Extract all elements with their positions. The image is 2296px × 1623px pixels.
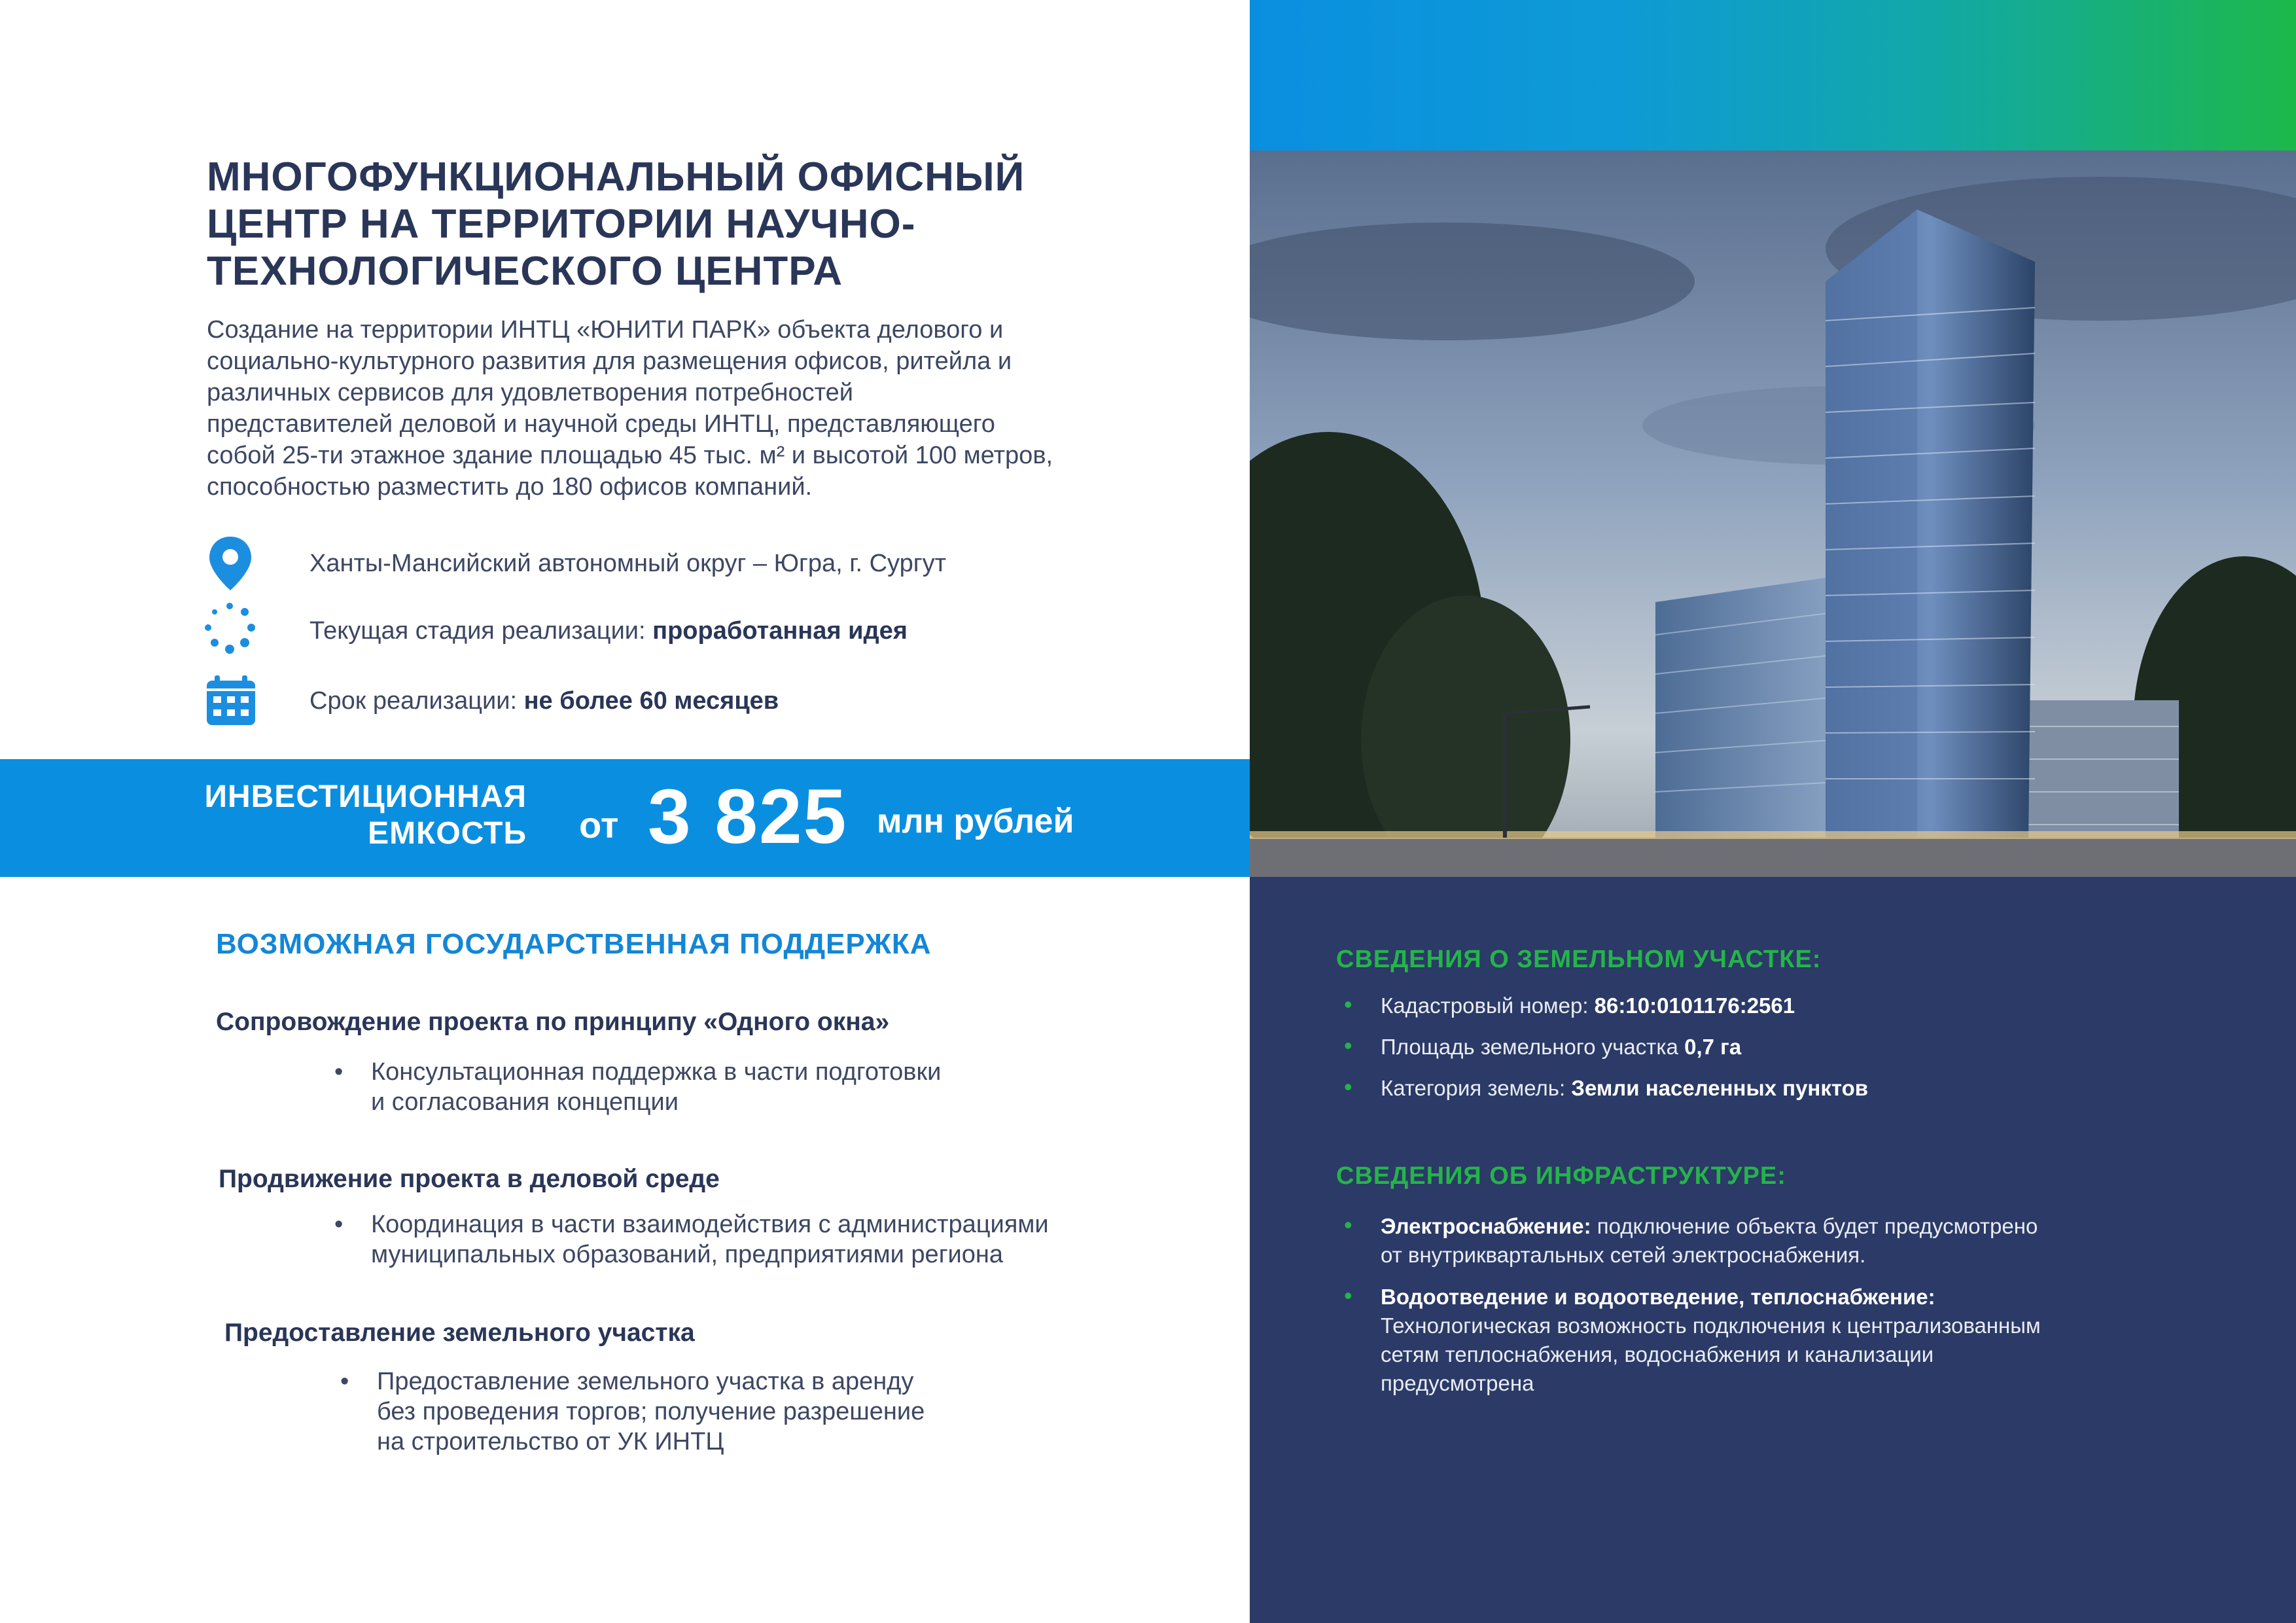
title-line-2: ЦЕНТР НА ТЕРРИТОРИИ НАУЧНО- — [207, 202, 916, 247]
land-item-label: Кадастровый номер: — [1381, 993, 1595, 1018]
land-item-label: Площадь земельного участка — [1381, 1035, 1685, 1059]
description-line: способностью разместить до 180 офисов компаний. — [207, 473, 813, 501]
location-pin-icon — [207, 535, 254, 592]
infrastructure-item-text: предусмотрена — [1381, 1371, 1534, 1395]
calendar-icon — [205, 674, 256, 726]
land-item — [1344, 1032, 2231, 1061]
investment-label-line-1: ИНВЕСТИЦИОННАЯ — [204, 779, 527, 814]
support-bullet-line: Предоставление земельного участка в аренду — [377, 1368, 914, 1395]
stage-text — [309, 617, 908, 645]
support-bullet — [334, 1057, 1156, 1117]
investment-amount: 3 825 — [648, 774, 848, 860]
support-bullet-line: муниципальных образований, предприятиями региона — [371, 1241, 1004, 1268]
infrastructure-heading: СВЕДЕНИЯ ОБ ИНФРАСТРУКТУРЕ: — [1336, 1162, 1786, 1190]
project-description — [207, 314, 1149, 503]
support-heading: ВОЗМОЖНАЯ ГОСУДАРСТВЕННАЯ ПОДДЕРЖКА — [216, 928, 932, 960]
land-item-value: Земли населенных пунктов — [1571, 1076, 1869, 1100]
location-text: Ханты-Мансийский автономный округ – Югра, г. Сургут — [309, 550, 947, 577]
page-title — [207, 154, 1149, 295]
bullet-dot: • — [1344, 1282, 1352, 1309]
title-line-1: МНОГОФУНКЦИОНАЛЬНЫЙ ОФИСНЫЙ — [207, 154, 1025, 200]
description-line: социально-культурного развития для размещения офисов, ритейла и — [207, 348, 1012, 375]
term-label: Срок реализации: — [309, 687, 524, 715]
description-line: Создание на территории ИНТЦ «ЮНИТИ ПАРК» объекта делового и — [207, 316, 1004, 344]
land-item-label: Категория земель: — [1381, 1076, 1572, 1100]
bullet-dot: • — [334, 1058, 344, 1086]
support-bullet-line: и согласования концепции — [371, 1088, 679, 1116]
loading-dots-icon — [203, 601, 256, 654]
infrastructure-item — [1344, 1211, 2264, 1270]
description-line: различных сервисов для удовлетворения потребностей — [207, 379, 854, 406]
infrastructure-item-text: сетям теплоснабжения, водоснабжения и канализации — [1381, 1342, 1934, 1366]
building-photo — [1250, 151, 2296, 877]
support-bullet-line: Координация в части взаимодействия с администрациями — [371, 1211, 1049, 1238]
stage-value: проработанная идея — [652, 617, 908, 645]
support-bullet-line: без проведения торгов; получение разрешение — [377, 1398, 925, 1425]
description-line: собой 25-ти этажное здание площадью 45 тыс. м² и высотой 100 метров, — [207, 442, 1053, 469]
land-heading: СВЕДЕНИЯ О ЗЕМЕЛЬНОМ УЧАСТКЕ: — [1336, 946, 1822, 973]
bullet-dot: • — [334, 1211, 344, 1238]
infrastructure-item-title: Электроснабжение: — [1381, 1214, 1591, 1238]
support-bullet — [334, 1209, 1222, 1270]
support-block-title: Продвижение проекта в деловой среде — [219, 1165, 720, 1193]
stage-label: Текущая стадия реализации: — [309, 617, 653, 645]
description-line: представителей деловой и научной среды ИНТЦ, представляющего — [207, 410, 995, 438]
support-bullet-line: Консультационная поддержка в части подготовки — [371, 1058, 942, 1086]
infrastructure-item — [1344, 1282, 2264, 1398]
bullet-dot: • — [1344, 991, 1352, 1018]
support-block-title: Сопровождение проекта по принципу «Одного окна» — [216, 1008, 890, 1036]
bullet-dot: • — [340, 1368, 349, 1395]
land-item-value: 0,7 га — [1684, 1035, 1742, 1059]
bullet-dot: • — [1344, 1032, 1352, 1059]
investment-prefix: от — [579, 804, 619, 846]
infrastructure-item-text: от внутриквартальных сетей электроснабжения. — [1381, 1243, 1866, 1267]
title-line-3: ТЕХНОЛОГИЧЕСКОГО ЦЕНТРА — [207, 249, 843, 294]
investment-unit: млн рублей — [877, 802, 1074, 840]
support-bullet-line: на строительство от УК ИНТЦ — [377, 1428, 724, 1455]
infrastructure-item-text: Технологическая возможность подключения к централизованным — [1381, 1313, 2041, 1338]
investment-label-line-2: ЕМКОСТЬ — [368, 816, 527, 851]
bullet-dot: • — [1344, 1211, 1352, 1238]
term-value: не более 60 месяцев — [523, 687, 779, 715]
support-block-title: Предоставление земельного участка — [224, 1319, 695, 1347]
term-text — [309, 687, 779, 715]
land-item — [1344, 1073, 2231, 1103]
bullet-dot: • — [1344, 1073, 1352, 1100]
investment-label — [164, 779, 527, 852]
infrastructure-item-title: Водоотведение и водоотведение, теплоснабжение: — [1381, 1285, 1935, 1309]
infrastructure-item-text: подключение объекта будет предусмотрено — [1591, 1214, 2038, 1238]
header-gradient-band — [1250, 0, 2296, 151]
support-bullet — [340, 1366, 1162, 1457]
land-item — [1344, 991, 2231, 1020]
office-tower-illustration — [1250, 151, 2296, 877]
land-item-value: 86:10:0101176:2561 — [1594, 993, 1795, 1018]
